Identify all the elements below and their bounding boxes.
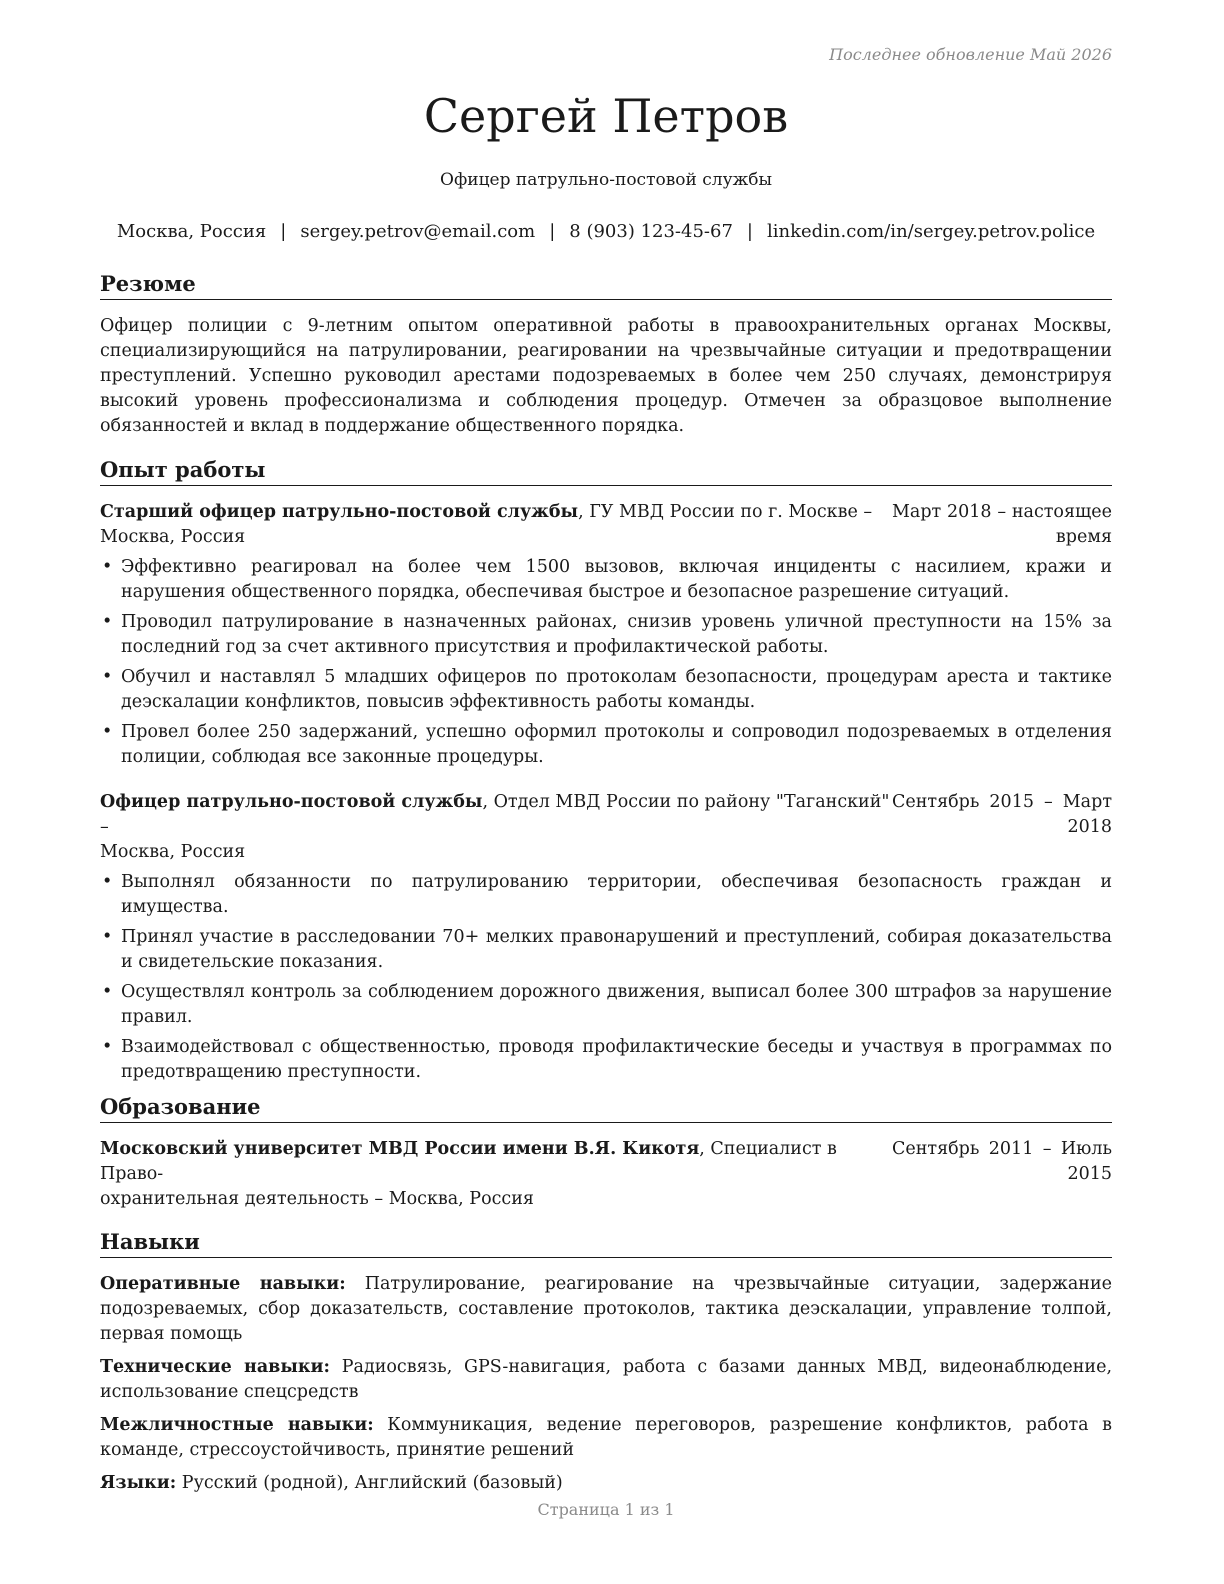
- list-item: • Взаимодействовал с общественностью, проводя профилактические беседы и участвуя в программах по предотвращению преступности.: [100, 1035, 1112, 1085]
- skill-line: Технические навыки: Радиосвязь, GPS-навигация, работа с базами данных МВД, видеонаблюдение, использование спецсредств: [100, 1357, 1113, 1402]
- contact-phone[interactable]: 8 (903) 123-45-67: [569, 221, 733, 242]
- job-location: Москва, Россия: [100, 842, 246, 862]
- separator: |: [746, 221, 753, 242]
- job-entry: [100, 790, 1112, 1085]
- summary-section: [100, 270, 1112, 439]
- job-org: , ГУ МВД России по г. Москве –: [578, 502, 873, 522]
- school-name: Московский университет МВД России имени В.Я. Кикотя: [100, 1139, 700, 1159]
- section-heading: Резюме: [100, 270, 1112, 300]
- job-bullets: [100, 870, 1112, 1085]
- degree-cont: охранительная деятельность – Москва, Россия: [100, 1189, 534, 1209]
- list-item: • Эффективно реагировал на более чем 1500 вызовов, включая инциденты с насилием, кражи и нарушения общественного порядка, обеспечивая быстрое и безопасное разрешение ситуаций.: [100, 555, 1112, 605]
- job-role: Старший офицер патрульно-постовой службы: [100, 502, 579, 522]
- resume-content: [100, 270, 1112, 1504]
- skill-line: Межличностные навыки: Коммуникация, ведение переговоров, разрешение конфликтов, работа в команде, стрессоустойчивость, принятие решений: [100, 1415, 1112, 1460]
- skill-line: Оперативные навыки: Патрулирование, реагирование на чрезвычайные ситуации, задержание подозреваемых, сбор доказательств, составление протоколов, тактика деэскалации, управление толпой, первая помощь: [100, 1274, 1112, 1344]
- job-org: , Отдел МВД России по району "Таганский" –: [100, 792, 890, 837]
- experience-section: [100, 456, 1112, 1085]
- page-number: Страница 1 из 1: [537, 1500, 675, 1519]
- section-heading: Образование: [100, 1093, 1112, 1123]
- job-entry: [100, 500, 1112, 770]
- education-section: [100, 1093, 1112, 1212]
- section-heading: Опыт работы: [100, 456, 1112, 486]
- education-dates: Сентябрь 2011 – Июль 2015: [892, 1139, 1112, 1184]
- list-item: • Принял участие в расследовании 70+ мелких правонарушений и преступлений, собирая доказательства и свидетельские показания.: [100, 925, 1112, 975]
- job-header: [100, 790, 1112, 865]
- list-item: • Провел более 250 задержаний, успешно оформил протоколы и сопроводил подозреваемых в отделения полиции, соблюдая все законные процедуры.: [100, 720, 1112, 770]
- skills-section: [100, 1228, 1112, 1496]
- job-role: Офицер патрульно-постовой службы: [100, 792, 483, 812]
- separator: |: [549, 221, 556, 242]
- list-item: • Осуществлял контроль за соблюдением дорожного движения, выписал более 300 штрафов за нарушение правил.: [100, 980, 1112, 1030]
- last-updated: Последнее обновление Май 2026: [829, 45, 1112, 64]
- list-item: • Проводил патрулирование в назначенных районах, снизив уровень уличной преступности на 15% за последний год за счет активного присутствия и профилактической работы.: [100, 610, 1112, 660]
- degree: , Специалист в Право-: [100, 1139, 837, 1184]
- resume-page: [100, 0, 1112, 1584]
- job-bullets: [100, 555, 1112, 770]
- contact-email[interactable]: sergey.petrov@email.com: [300, 221, 536, 242]
- job-dates: Сентябрь 2015 – Март 2018: [892, 792, 1112, 837]
- job-header: [100, 500, 1112, 550]
- job-dates: Март 2018 – настоящее время: [892, 502, 1112, 547]
- summary-text: Офицер полиции с 9-летним опытом оперативной работы в правоохранительных органах Москвы, специализирующийся на патрулировании, реагировании на чрезвычайные ситуации и предотвращении преступлений. Успешно руководил арестами подозреваемых в более чем 250 случаях, демонстрируя высокий уровень профессионализма и соблюдения процедур. Отмечен за образцовое выполнение обязанностей и вклад в поддержание общественного порядка.: [100, 316, 1112, 436]
- contact-linkedin[interactable]: linkedin.com/in/sergey.petrov.police: [767, 221, 1096, 242]
- list-item: • Выполнял обязанности по патрулированию территории, обеспечивая безопасность граждан и имущества.: [100, 870, 1112, 920]
- separator: |: [280, 221, 287, 242]
- education-entry: [100, 1137, 1112, 1212]
- contact-location: Москва, Россия: [116, 221, 267, 242]
- candidate-title: Офицер патрульно-постовой службы: [440, 170, 772, 190]
- list-item: • Обучил и наставлял 5 младших офицеров по протоколам безопасности, процедурам ареста и тактике деэскалации конфликтов, повысив эффективность работы команды.: [100, 665, 1112, 715]
- skill-line: Языки: Русский (родной), Английский (базовый): [100, 1473, 563, 1493]
- contact-line: [100, 219, 1112, 245]
- candidate-name: Сергей Петров: [423, 89, 789, 143]
- job-location: Москва, Россия: [100, 527, 246, 547]
- section-heading: Навыки: [100, 1228, 1112, 1258]
